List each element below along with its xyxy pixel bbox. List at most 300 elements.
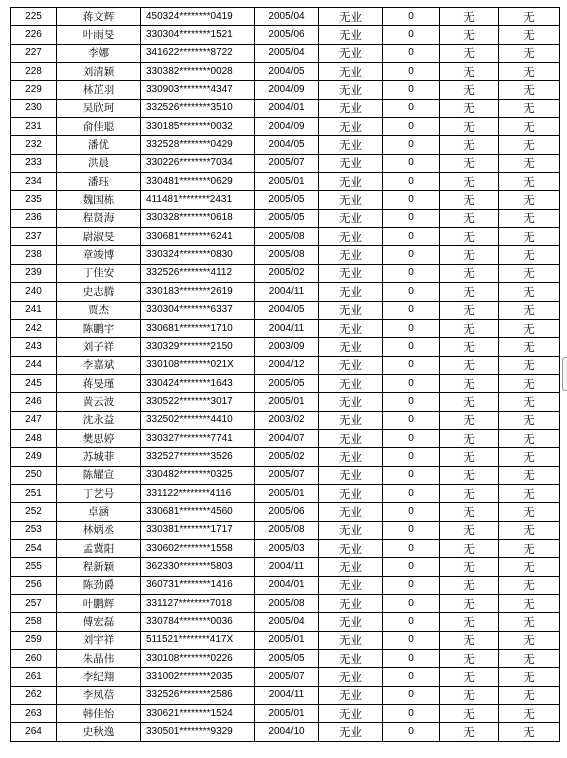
flag-cell-a: 无 xyxy=(440,631,499,649)
flag-cell-b: 无 xyxy=(499,595,560,613)
birth-month-cell: 2004/11 xyxy=(255,686,319,704)
flag-cell-b: 无 xyxy=(499,246,560,264)
name-cell: 蒋文辉 xyxy=(57,8,141,26)
occupation-cell: 无业 xyxy=(319,503,383,521)
table-row xyxy=(11,374,560,392)
id-number-cell: 332527********3526 xyxy=(141,448,255,466)
flag-cell-a: 无 xyxy=(440,484,499,502)
birth-month-cell: 2005/05 xyxy=(255,650,319,668)
row-number: 238 xyxy=(11,246,57,264)
occupation-cell: 无业 xyxy=(319,118,383,136)
count-cell: 0 xyxy=(383,539,440,557)
birth-month-cell: 2005/01 xyxy=(255,631,319,649)
name-cell: 李凤蓓 xyxy=(57,686,141,704)
id-number-cell: 330903********4347 xyxy=(141,81,255,99)
row-number: 241 xyxy=(11,301,57,319)
flag-cell-a: 无 xyxy=(440,539,499,557)
id-number-cell: 330522********3017 xyxy=(141,393,255,411)
id-number-cell: 330501********9329 xyxy=(141,723,255,741)
name-cell: 陈鹏宇 xyxy=(57,319,141,337)
flag-cell-b: 无 xyxy=(499,448,560,466)
birth-month-cell: 2004/05 xyxy=(255,63,319,81)
name-cell: 吴欣珂 xyxy=(57,99,141,117)
flag-cell-a: 无 xyxy=(440,393,499,411)
row-number: 246 xyxy=(11,393,57,411)
flag-cell-a: 无 xyxy=(440,209,499,227)
id-number-cell: 330108********021X xyxy=(141,356,255,374)
row-number: 263 xyxy=(11,705,57,723)
birth-month-cell: 2005/04 xyxy=(255,8,319,26)
flag-cell-b: 无 xyxy=(499,650,560,668)
flag-cell-a: 无 xyxy=(440,686,499,704)
occupation-cell: 无业 xyxy=(319,26,383,44)
birth-month-cell: 2005/08 xyxy=(255,521,319,539)
flag-cell-a: 无 xyxy=(440,173,499,191)
count-cell: 0 xyxy=(383,484,440,502)
name-cell: 潘优 xyxy=(57,136,141,154)
table-row xyxy=(11,723,560,741)
row-number: 258 xyxy=(11,613,57,631)
flag-cell-b: 无 xyxy=(499,686,560,704)
count-cell: 0 xyxy=(383,723,440,741)
table-row xyxy=(11,99,560,117)
count-cell: 0 xyxy=(383,81,440,99)
flag-cell-a: 无 xyxy=(440,63,499,81)
flag-cell-b: 无 xyxy=(499,228,560,246)
occupation-cell: 无业 xyxy=(319,301,383,319)
row-number: 260 xyxy=(11,650,57,668)
row-number: 226 xyxy=(11,26,57,44)
id-number-cell: 411481********2431 xyxy=(141,191,255,209)
occupation-cell: 无业 xyxy=(319,356,383,374)
birth-month-cell: 2004/05 xyxy=(255,136,319,154)
row-number: 225 xyxy=(11,8,57,26)
name-cell: 傅宏磊 xyxy=(57,613,141,631)
count-cell: 0 xyxy=(383,705,440,723)
flag-cell-b: 无 xyxy=(499,319,560,337)
count-cell: 0 xyxy=(383,613,440,631)
birth-month-cell: 2005/05 xyxy=(255,209,319,227)
id-number-cell: 331122********4116 xyxy=(141,484,255,502)
row-number: 245 xyxy=(11,374,57,392)
id-number-cell: 330621********1524 xyxy=(141,705,255,723)
birth-month-cell: 2004/01 xyxy=(255,99,319,117)
count-cell: 0 xyxy=(383,118,440,136)
name-cell: 俞佳聪 xyxy=(57,118,141,136)
count-cell: 0 xyxy=(383,631,440,649)
count-cell: 0 xyxy=(383,576,440,594)
id-number-cell: 330324********0830 xyxy=(141,246,255,264)
id-number-cell: 332526********2586 xyxy=(141,686,255,704)
occupation-cell: 无业 xyxy=(319,429,383,447)
flag-cell-a: 无 xyxy=(440,319,499,337)
count-cell: 0 xyxy=(383,246,440,264)
name-cell: 潘珏 xyxy=(57,173,141,191)
count-cell: 0 xyxy=(383,301,440,319)
table-row xyxy=(11,668,560,686)
occupation-cell: 无业 xyxy=(319,595,383,613)
row-number: 239 xyxy=(11,264,57,282)
flag-cell-a: 无 xyxy=(440,558,499,576)
occupation-cell: 无业 xyxy=(319,173,383,191)
row-number: 233 xyxy=(11,154,57,172)
occupation-cell: 无业 xyxy=(319,264,383,282)
occupation-cell: 无业 xyxy=(319,319,383,337)
birth-month-cell: 2004/12 xyxy=(255,356,319,374)
table-row xyxy=(11,301,560,319)
birth-month-cell: 2003/09 xyxy=(255,338,319,356)
table-row xyxy=(11,393,560,411)
birth-month-cell: 2004/11 xyxy=(255,319,319,337)
row-number: 256 xyxy=(11,576,57,594)
flag-cell-b: 无 xyxy=(499,99,560,117)
occupation-cell: 无业 xyxy=(319,466,383,484)
flag-cell-b: 无 xyxy=(499,374,560,392)
id-number-cell: 332502********4410 xyxy=(141,411,255,429)
table-row xyxy=(11,81,560,99)
flag-cell-a: 无 xyxy=(440,650,499,668)
flag-cell-a: 无 xyxy=(440,264,499,282)
row-number: 235 xyxy=(11,191,57,209)
row-number: 252 xyxy=(11,503,57,521)
id-number-cell: 330329********2150 xyxy=(141,338,255,356)
table-row xyxy=(11,338,560,356)
count-cell: 0 xyxy=(383,356,440,374)
count-cell: 0 xyxy=(383,466,440,484)
occupation-cell: 无业 xyxy=(319,44,383,62)
id-number-cell: 360731********1416 xyxy=(141,576,255,594)
occupation-cell: 无业 xyxy=(319,393,383,411)
name-cell: 苏城菲 xyxy=(57,448,141,466)
occupation-cell: 无业 xyxy=(319,448,383,466)
row-number: 262 xyxy=(11,686,57,704)
name-cell: 史秋逸 xyxy=(57,723,141,741)
birth-month-cell: 2005/01 xyxy=(255,173,319,191)
row-number: 255 xyxy=(11,558,57,576)
table-row xyxy=(11,191,560,209)
flag-cell-b: 无 xyxy=(499,393,560,411)
flag-cell-b: 无 xyxy=(499,576,560,594)
id-number-cell: 332528********0429 xyxy=(141,136,255,154)
row-number: 254 xyxy=(11,539,57,557)
flag-cell-a: 无 xyxy=(440,521,499,539)
count-cell: 0 xyxy=(383,209,440,227)
flag-cell-b: 无 xyxy=(499,118,560,136)
occupation-cell: 无业 xyxy=(319,686,383,704)
birth-month-cell: 2005/08 xyxy=(255,595,319,613)
table-row xyxy=(11,118,560,136)
id-number-cell: 330327********7741 xyxy=(141,429,255,447)
birth-month-cell: 2005/05 xyxy=(255,191,319,209)
birth-month-cell: 2003/02 xyxy=(255,411,319,429)
name-cell: 李纪翔 xyxy=(57,668,141,686)
count-cell: 0 xyxy=(383,136,440,154)
flag-cell-a: 无 xyxy=(440,154,499,172)
name-cell: 李娜 xyxy=(57,44,141,62)
occupation-cell: 无业 xyxy=(319,613,383,631)
flag-cell-a: 无 xyxy=(440,466,499,484)
flag-cell-a: 无 xyxy=(440,338,499,356)
birth-month-cell: 2004/09 xyxy=(255,118,319,136)
id-number-cell: 330681********1710 xyxy=(141,319,255,337)
table-row xyxy=(11,44,560,62)
birth-month-cell: 2004/11 xyxy=(255,283,319,301)
flag-cell-a: 无 xyxy=(440,99,499,117)
occupation-cell: 无业 xyxy=(319,723,383,741)
count-cell: 0 xyxy=(383,393,440,411)
flag-cell-b: 无 xyxy=(499,63,560,81)
count-cell: 0 xyxy=(383,8,440,26)
row-number: 240 xyxy=(11,283,57,301)
birth-month-cell: 2004/09 xyxy=(255,81,319,99)
flag-cell-b: 无 xyxy=(499,8,560,26)
flag-cell-a: 无 xyxy=(440,136,499,154)
row-number: 244 xyxy=(11,356,57,374)
name-cell: 刘子祥 xyxy=(57,338,141,356)
count-cell: 0 xyxy=(383,411,440,429)
count-cell: 0 xyxy=(383,191,440,209)
table-row xyxy=(11,613,560,631)
name-cell: 李嘉斌 xyxy=(57,356,141,374)
row-number: 247 xyxy=(11,411,57,429)
occupation-cell: 无业 xyxy=(319,705,383,723)
count-cell: 0 xyxy=(383,63,440,81)
row-number: 249 xyxy=(11,448,57,466)
flag-cell-a: 无 xyxy=(440,448,499,466)
flag-cell-a: 无 xyxy=(440,246,499,264)
birth-month-cell: 2004/05 xyxy=(255,301,319,319)
flag-cell-b: 无 xyxy=(499,411,560,429)
name-cell: 章竣博 xyxy=(57,246,141,264)
flag-cell-b: 无 xyxy=(499,154,560,172)
flag-cell-a: 无 xyxy=(440,356,499,374)
occupation-cell: 无业 xyxy=(319,63,383,81)
count-cell: 0 xyxy=(383,99,440,117)
count-cell: 0 xyxy=(383,374,440,392)
occupation-cell: 无业 xyxy=(319,8,383,26)
flag-cell-a: 无 xyxy=(440,668,499,686)
name-cell: 洪晨 xyxy=(57,154,141,172)
birth-month-cell: 2005/08 xyxy=(255,246,319,264)
scroll-edge-tab[interactable] xyxy=(562,357,567,391)
flag-cell-b: 无 xyxy=(499,503,560,521)
occupation-cell: 无业 xyxy=(319,283,383,301)
count-cell: 0 xyxy=(383,686,440,704)
name-cell: 刘宇祥 xyxy=(57,631,141,649)
name-cell: 樊思婷 xyxy=(57,429,141,447)
id-number-cell: 330328********0618 xyxy=(141,209,255,227)
row-number: 250 xyxy=(11,466,57,484)
flag-cell-b: 无 xyxy=(499,613,560,631)
table-row xyxy=(11,503,560,521)
occupation-cell: 无业 xyxy=(319,209,383,227)
table-row xyxy=(11,411,560,429)
name-cell: 叶鹏辉 xyxy=(57,595,141,613)
count-cell: 0 xyxy=(383,429,440,447)
flag-cell-b: 无 xyxy=(499,723,560,741)
name-cell: 陈劲爵 xyxy=(57,576,141,594)
id-number-cell: 332526********3510 xyxy=(141,99,255,117)
count-cell: 0 xyxy=(383,319,440,337)
birth-month-cell: 2004/10 xyxy=(255,723,319,741)
name-cell: 史志腾 xyxy=(57,283,141,301)
flag-cell-b: 无 xyxy=(499,173,560,191)
roster-sheet xyxy=(10,7,560,742)
name-cell: 林芷羽 xyxy=(57,81,141,99)
birth-month-cell: 2005/07 xyxy=(255,668,319,686)
birth-month-cell: 2005/06 xyxy=(255,26,319,44)
flag-cell-b: 无 xyxy=(499,484,560,502)
count-cell: 0 xyxy=(383,521,440,539)
table-row xyxy=(11,356,560,374)
count-cell: 0 xyxy=(383,668,440,686)
flag-cell-b: 无 xyxy=(499,191,560,209)
flag-cell-a: 无 xyxy=(440,44,499,62)
id-number-cell: 330226********7034 xyxy=(141,154,255,172)
table-row xyxy=(11,466,560,484)
birth-month-cell: 2005/07 xyxy=(255,154,319,172)
id-number-cell: 330108********0226 xyxy=(141,650,255,668)
id-number-cell: 330481********0629 xyxy=(141,173,255,191)
table-row xyxy=(11,650,560,668)
row-number: 251 xyxy=(11,484,57,502)
count-cell: 0 xyxy=(383,448,440,466)
name-cell: 叶雨旻 xyxy=(57,26,141,44)
name-cell: 刘清颖 xyxy=(57,63,141,81)
row-number: 243 xyxy=(11,338,57,356)
flag-cell-b: 无 xyxy=(499,429,560,447)
birth-month-cell: 2005/07 xyxy=(255,466,319,484)
occupation-cell: 无业 xyxy=(319,99,383,117)
row-number: 229 xyxy=(11,81,57,99)
id-number-cell: 330681********6241 xyxy=(141,228,255,246)
occupation-cell: 无业 xyxy=(319,374,383,392)
name-cell: 韩佳怡 xyxy=(57,705,141,723)
table-row xyxy=(11,154,560,172)
table-row xyxy=(11,484,560,502)
flag-cell-b: 无 xyxy=(499,705,560,723)
row-number: 236 xyxy=(11,209,57,227)
id-number-cell: 330304********1521 xyxy=(141,26,255,44)
flag-cell-a: 无 xyxy=(440,705,499,723)
count-cell: 0 xyxy=(383,264,440,282)
row-number: 227 xyxy=(11,44,57,62)
count-cell: 0 xyxy=(383,338,440,356)
birth-month-cell: 2005/06 xyxy=(255,503,319,521)
name-cell: 卓涵 xyxy=(57,503,141,521)
id-number-cell: 332526********4112 xyxy=(141,264,255,282)
flag-cell-a: 无 xyxy=(440,26,499,44)
flag-cell-a: 无 xyxy=(440,191,499,209)
flag-cell-a: 无 xyxy=(440,374,499,392)
occupation-cell: 无业 xyxy=(319,136,383,154)
id-number-cell: 331127********7018 xyxy=(141,595,255,613)
occupation-cell: 无业 xyxy=(319,338,383,356)
table-row xyxy=(11,558,560,576)
birth-month-cell: 2005/01 xyxy=(255,393,319,411)
flag-cell-b: 无 xyxy=(499,283,560,301)
table-row xyxy=(11,26,560,44)
flag-cell-b: 无 xyxy=(499,631,560,649)
birth-month-cell: 2004/11 xyxy=(255,558,319,576)
id-number-cell: 330424********1643 xyxy=(141,374,255,392)
flag-cell-a: 无 xyxy=(440,576,499,594)
occupation-cell: 无业 xyxy=(319,484,383,502)
occupation-cell: 无业 xyxy=(319,650,383,668)
id-number-cell: 330681********4560 xyxy=(141,503,255,521)
id-number-cell: 330381********1717 xyxy=(141,521,255,539)
table-row xyxy=(11,8,560,26)
id-number-cell: 511521********417X xyxy=(141,631,255,649)
name-cell: 丁艺号 xyxy=(57,484,141,502)
table-row xyxy=(11,319,560,337)
name-cell: 尉淑旻 xyxy=(57,228,141,246)
id-number-cell: 362330********5803 xyxy=(141,558,255,576)
occupation-cell: 无业 xyxy=(319,539,383,557)
flag-cell-b: 无 xyxy=(499,558,560,576)
table-row xyxy=(11,705,560,723)
name-cell: 魏国栋 xyxy=(57,191,141,209)
flag-cell-a: 无 xyxy=(440,503,499,521)
name-cell: 黄云波 xyxy=(57,393,141,411)
occupation-cell: 无业 xyxy=(319,81,383,99)
occupation-cell: 无业 xyxy=(319,411,383,429)
row-number: 234 xyxy=(11,173,57,191)
table-row xyxy=(11,448,560,466)
occupation-cell: 无业 xyxy=(319,576,383,594)
table-body xyxy=(11,8,560,742)
id-number-cell: 330602********1558 xyxy=(141,539,255,557)
id-number-cell: 341622********8722 xyxy=(141,44,255,62)
occupation-cell: 无业 xyxy=(319,228,383,246)
id-number-cell: 330304********6337 xyxy=(141,301,255,319)
occupation-cell: 无业 xyxy=(319,558,383,576)
flag-cell-b: 无 xyxy=(499,521,560,539)
occupation-cell: 无业 xyxy=(319,668,383,686)
row-number: 261 xyxy=(11,668,57,686)
row-number: 253 xyxy=(11,521,57,539)
table-row xyxy=(11,631,560,649)
flag-cell-a: 无 xyxy=(440,595,499,613)
birth-month-cell: 2005/04 xyxy=(255,44,319,62)
row-number: 228 xyxy=(11,63,57,81)
name-cell: 林炳丞 xyxy=(57,521,141,539)
id-number-cell: 450324********0419 xyxy=(141,8,255,26)
table-row xyxy=(11,595,560,613)
row-number: 230 xyxy=(11,99,57,117)
flag-cell-a: 无 xyxy=(440,228,499,246)
occupation-cell: 无业 xyxy=(319,246,383,264)
count-cell: 0 xyxy=(383,503,440,521)
flag-cell-a: 无 xyxy=(440,429,499,447)
flag-cell-b: 无 xyxy=(499,81,560,99)
count-cell: 0 xyxy=(383,154,440,172)
occupation-cell: 无业 xyxy=(319,521,383,539)
id-number-cell: 331002********2035 xyxy=(141,668,255,686)
row-number: 232 xyxy=(11,136,57,154)
id-number-cell: 330382********0028 xyxy=(141,63,255,81)
table-row xyxy=(11,264,560,282)
flag-cell-b: 无 xyxy=(499,26,560,44)
table-row xyxy=(11,209,560,227)
name-cell: 朱晶伟 xyxy=(57,650,141,668)
flag-cell-a: 无 xyxy=(440,81,499,99)
birth-month-cell: 2005/02 xyxy=(255,448,319,466)
occupation-cell: 无业 xyxy=(319,191,383,209)
count-cell: 0 xyxy=(383,173,440,191)
id-number-cell: 330185********0032 xyxy=(141,118,255,136)
name-cell: 沈永益 xyxy=(57,411,141,429)
